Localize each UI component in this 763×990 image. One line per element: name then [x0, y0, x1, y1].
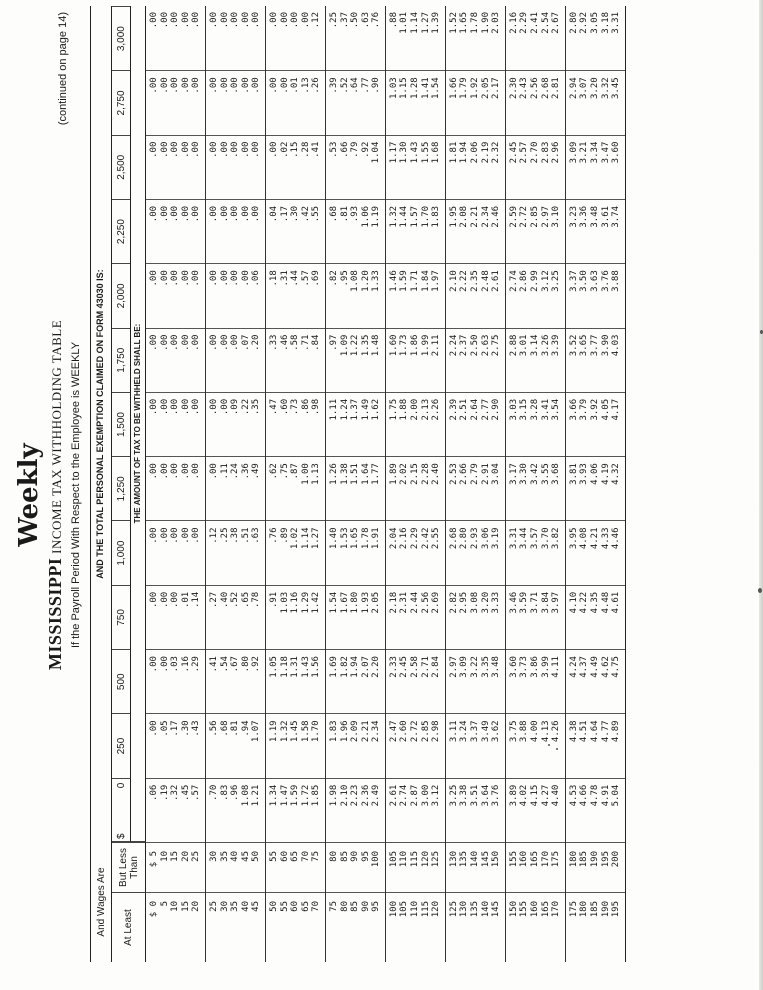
- wage-bracket-group: [326, 6, 386, 962]
- tax-amount-cell: .91 1.03 1.16 1.29 1.42: [266, 585, 325, 649]
- tax-amount-cell: .76 .89 1.02 1.14 1.27: [266, 520, 325, 584]
- tax-amount-cell: .04 .17 .30 .42 .55: [266, 199, 325, 263]
- exemption-col-8: 2,000: [112, 263, 130, 327]
- tax-amount-cell: .00 .00 .00 .00 .00: [146, 199, 205, 263]
- tax-amount-cell: 1.40 1.53 1.65 1.78 1.91: [326, 520, 385, 584]
- exemption-col-1: 250: [112, 713, 130, 777]
- tax-amount-cell: 1.03 1.15 1.28 1.41 1.54: [386, 70, 445, 134]
- tax-amount-cell: .00 .00 .00 .00 .00: [146, 392, 205, 456]
- at-least-cell: 150 155 160 165 170: [506, 892, 565, 962]
- tax-amount-cell: .97 1.09 1.22 1.35 1.48: [326, 328, 385, 392]
- at-least-cell: 75 80 85 90 95: [326, 892, 385, 962]
- wage-bracket-group: [266, 6, 326, 962]
- tax-amount-cell: 2.82 2.95 3.08 3.20 3.33: [446, 585, 505, 649]
- wages-header: And Wages Are: [91, 842, 112, 962]
- tax-amount-cell: 1.05 1.18 1.31 1.43 1.56: [266, 649, 325, 713]
- tax-amount-cell: .39 .52 .64 .77 .90: [326, 70, 385, 134]
- page-title: Weekly: [14, 443, 44, 547]
- at-least-cell: 100 105 110 115 120: [386, 892, 445, 962]
- amount-header: THE AMOUNT OF TAX TO BE WITHHELD SHALL BE:: [130, 6, 146, 842]
- tax-amount-cell: 1.52 1.65 1.78 1.90 2.03: [448, 12, 502, 34]
- tax-amount-cell: 3.66 3.79 3.92 4.05 4.17: [566, 392, 625, 456]
- at-least-cell: 125 130 135 140 145: [446, 892, 505, 962]
- tax-amount-cell: 1.69 1.82 1.94 2.07 2.20: [326, 649, 385, 713]
- tax-amount-cell: .00 .00 .00 .01 .14: [146, 585, 205, 649]
- tax-amount-cell: .88 1.01 1.14 1.27 1.39: [388, 12, 442, 34]
- tax-amount-cell: 1.66 1.79 1.92 2.05 2.17: [446, 70, 505, 134]
- wage-bracket-group: [206, 6, 266, 962]
- tax-amount-cell: 2.04 2.16 2.29 2.42 2.55: [386, 520, 445, 584]
- tax-amount-cell: 2.53 2.66 2.79 2.91 3.04: [446, 456, 505, 520]
- tax-amount-cell: .00 .00 .00 .00 .00: [146, 328, 205, 392]
- tax-amount-cell: 1.98 2.10 2.23 2.36 2.49: [326, 778, 385, 842]
- exemption-col-10: 2,500: [112, 135, 130, 199]
- tax-amount-cell: 3.60 3.73 3.86 3.99 4.11: [506, 649, 565, 713]
- tax-amount-cell: .00 .11 .24 .36 .49: [206, 456, 265, 520]
- tax-amount-cell: 2.68 2.80 2.93 3.06 3.19: [446, 520, 505, 584]
- tax-amount-cell: 1.83 1.96 2.09 2.21 2.34: [326, 713, 385, 777]
- at-least-cell: 25 30 35 40 45: [206, 892, 265, 962]
- tax-amount-cell: 1.32 1.44 1.57 1.70 1.83: [386, 199, 445, 263]
- tax-amount-cell: 1.17 1.30 1.43 1.55 1.68: [386, 135, 445, 199]
- wage-bracket-group: [446, 6, 506, 962]
- tax-amount-cell: 4.53 4.66 4.78 4.91 5.04: [566, 778, 625, 842]
- at-least-cell: $ 0 5 10 15 20: [146, 892, 205, 962]
- tax-amount-cell: .00 .00 .00 .00 .00: [149, 12, 202, 29]
- state-name: MISSISSIPPI: [45, 557, 65, 671]
- tax-amount-cell: .00 .02 .15 .28 .41: [266, 135, 325, 199]
- table-subtitle: [45, 0, 66, 990]
- tax-amount-cell: 2.33 2.45 2.58 2.71 2.84: [386, 649, 445, 713]
- tax-amount-cell: .56 .68 .81 .94 1.07: [206, 713, 265, 777]
- but-less-cell: 80 85 90 95 100: [326, 842, 385, 892]
- tax-amount-cell: 3.31 3.44 3.57 3.70 3.82: [506, 520, 565, 584]
- tax-amount-cell: .00 .00 .00 .00 .00: [206, 199, 265, 263]
- tax-amount-cell: 2.30 2.43 2.56 2.68 2.81: [506, 70, 565, 134]
- exemption-col-2: 500: [112, 649, 130, 713]
- scan-speck: [758, 588, 762, 593]
- tax-amount-cell: .00 .05 .17 .30 .43: [146, 713, 205, 777]
- tax-amount-cell: 1.34 1.47 1.59 1.72 1.85: [266, 778, 325, 842]
- tax-amount-cell: 3.03 3.15 3.28 3.41 3.54: [506, 392, 565, 456]
- tax-amount-cell: 1.46 1.59 1.71 1.84 1.97: [386, 263, 445, 327]
- tax-amount-cell: .53 .66 .79 .92 1.04: [326, 135, 385, 199]
- tax-amount-cell: 4.38 4.51 4.64 4.77 4.89: [566, 713, 625, 777]
- exemption-label: 0: [115, 782, 127, 789]
- tax-amount-cell: 4.10 4.22 4.35 4.48 4.61: [566, 585, 625, 649]
- exemption-col-0: [112, 778, 130, 842]
- but-less-cell: 130 135 140 145 150: [446, 842, 505, 892]
- exemption-col-11: 2,750: [112, 70, 130, 134]
- but-less-cell: 155 160 165 170 175: [506, 842, 565, 892]
- exemption-col-5: 1,250: [112, 456, 130, 520]
- tax-amount-cell: .00 .00 .00 .00 .06: [206, 263, 265, 327]
- tax-amount-cell: 1.89 2.02 2.15 2.28 2.40: [386, 456, 445, 520]
- tax-amount-cell: 1.11 1.24 1.37 1.49 1.62: [326, 392, 385, 456]
- tax-amount-cell: .33 .46 .58 .71 .84: [266, 328, 325, 392]
- wage-bracket-group: [506, 6, 566, 962]
- tax-amount-cell: 1.81 1.94 2.06 2.19 2.32: [446, 135, 505, 199]
- tax-amount-cell: 1.19 1.32 1.45 1.58 1.70: [266, 713, 325, 777]
- tax-amount-cell: 3.37 3.50 3.63 3.76 3.88: [566, 263, 625, 327]
- tax-amount-cell: 2.74 2.86 2.99 3.12 3.25: [506, 263, 565, 327]
- tax-amount-cell: 4.24 4.37 4.49 4.62 4.75: [566, 649, 625, 713]
- tax-amount-cell: 3.52 3.65 3.77 3.90 4.03: [566, 328, 625, 392]
- wage-bracket-group: [146, 6, 206, 962]
- tax-amount-cell: 3.89 4.02 4.15 4.27 4.40: [506, 778, 565, 842]
- tax-amount-cell: .00 .00 .00 .00 .00: [206, 70, 265, 134]
- tax-amount-cell: 3.09 3.21 3.34 3.47 3.60: [566, 135, 625, 199]
- scan-speck: [556, 748, 558, 750]
- tax-amount-cell: .12 .25 .38 .51 .63: [206, 520, 265, 584]
- tax-amount-cell: 2.97 3.09 3.22 3.35 3.48: [446, 649, 505, 713]
- tax-amount-cell: .18 .31 .44 .57 .69: [266, 263, 325, 327]
- exemption-col-9: 2,250: [112, 199, 130, 263]
- exemption-col-4: 1,000: [112, 520, 130, 584]
- exemption-col-12: 3,000: [112, 6, 130, 70]
- tax-amount-cell: .00 .00 .00 .00 .00: [146, 135, 205, 199]
- tax-amount-cell: .00 .00 .09 .22 .35: [206, 392, 265, 456]
- payroll-period-note: If the Payroll Period With Respect to the Employee is WEEKLY: [70, 341, 82, 649]
- tax-amount-cell: .00 .00 .00 .00 .00: [146, 263, 205, 327]
- but-less-cell: 105 110 115 120 125: [386, 842, 445, 892]
- but-less-cell: 180 185 190 195 200: [566, 842, 625, 892]
- tax-amount-cell: 1.54 1.67 1.80 1.93 2.05: [326, 585, 385, 649]
- tax-amount-cell: 1.26 1.38 1.51 1.64 1.77: [326, 456, 385, 520]
- scan-edge: [759, 0, 763, 990]
- tax-amount-cell: .00 .00 .01 .13 .26: [266, 70, 325, 134]
- tax-amount-cell: 3.81 3.93 4.06 4.19 4.32: [566, 456, 625, 520]
- tax-amount-cell: .62 .75 .87 1.00 1.13: [266, 456, 325, 520]
- tax-amount-cell: .47 .60 .73 .86 .98: [266, 392, 325, 456]
- tax-amount-cell: .27 .40 .52 .65 .78: [206, 585, 265, 649]
- tax-amount-cell: 2.16 2.29 2.41 2.54 2.67: [508, 12, 562, 34]
- at-least-cell: 50 55 60 65 70: [266, 892, 325, 962]
- tax-amount-cell: .00 .00 .00 .00 .00: [146, 520, 205, 584]
- tax-amount-cell: 2.39 2.51 2.64 2.77 2.90: [446, 392, 505, 456]
- wage-bracket-group: [566, 6, 625, 962]
- tax-amount-cell: 2.47 2.60 2.72 2.85 2.98: [386, 713, 445, 777]
- but-less-header: But Less Than: [112, 842, 146, 892]
- exemption-col-6: 1,500: [112, 392, 130, 456]
- but-less-cell: 55 60 65 70 75: [266, 842, 325, 892]
- tax-amount-cell: .00 .00 .00 .07 .20: [206, 328, 265, 392]
- tax-amount-cell: .00 .00 .03 .16 .29: [146, 649, 205, 713]
- tax-amount-cell: 2.24 2.37 2.50 2.63 2.75: [446, 328, 505, 392]
- exemption-header-text: AND THE TOTAL PERSONAL EXEMPTION CLAIMED ON FORM 43030 IS:: [95, 269, 106, 579]
- continued-note: (continued on page 14): [57, 12, 69, 126]
- tax-amount-cell: 3.11 3.24 3.37 3.49 3.62: [446, 713, 505, 777]
- tax-amount-cell: .00 .00 .00 .00 .00: [146, 70, 205, 134]
- wage-bracket-group: [386, 6, 446, 962]
- tax-amount-cell: 2.59 2.72 2.85 2.97 3.10: [506, 199, 565, 263]
- tax-amount-cell: 3.95 4.08 4.21 4.33 4.46: [566, 520, 625, 584]
- tax-amount-cell: .82 .95 1.08 1.20 1.33: [326, 263, 385, 327]
- at-least-header: At Least: [112, 892, 146, 962]
- tax-amount-cell: .68 .81 .93 1.06 1.19: [326, 199, 385, 263]
- tax-amount-cell: 2.80 2.92 3.05 3.18 3.31: [568, 12, 622, 34]
- tax-amount-cell: 2.10 2.22 2.35 2.48 2.61: [446, 263, 505, 327]
- exemption-col-3: 750: [112, 585, 130, 649]
- at-least-cell: 175 180 185 190 195: [566, 892, 625, 962]
- tax-amount-cell: 3.25 3.38 3.51 3.64 3.76: [446, 778, 505, 842]
- subtitle-rest: INCOME TAX WITHHOLDING TABLE: [49, 319, 64, 558]
- tax-amount-cell: 2.88 3.01 3.14 3.26 3.39: [506, 328, 565, 392]
- tax-amount-cell: .00 .00 .00 .00 .00: [206, 135, 265, 199]
- but-less-cell: 30 35 40 45 50: [206, 842, 265, 892]
- tax-amount-cell: 2.18 2.31 2.44 2.56 2.69: [386, 585, 445, 649]
- tax-amount-cell: .00 .00 .00 .00 .00: [146, 456, 205, 520]
- tax-amount-cell: 1.95 2.08 2.21 2.34 2.46: [446, 199, 505, 263]
- tax-amount-cell: 2.61 2.74 2.87 3.00 3.12: [386, 778, 445, 842]
- tax-amount-cell: .41 .54 .67 .80 .92: [206, 649, 265, 713]
- tax-amount-cell: 1.60 1.73 1.86 1.99 2.11: [386, 328, 445, 392]
- tax-amount-cell: .06 .19 .32 .45 .57: [146, 778, 205, 842]
- exemption-col-7: 1,750: [112, 328, 130, 392]
- tax-amount-cell: 3.23 3.36 3.48 3.61 3.74: [566, 199, 625, 263]
- tax-amount-cell: .00 .00 .00 .00 .12: [268, 12, 322, 29]
- tax-amount-cell: 2.45 2.57 2.70 2.83 2.96: [506, 135, 565, 199]
- tax-amount-cell: 3.75 3.88 4.00 4.13 4.26: [506, 713, 565, 777]
- tax-amount-cell: .25 .37 .50 .63 .76: [328, 12, 382, 29]
- tax-amount-cell: .00 .00 .00 .00 .00: [208, 12, 262, 29]
- tax-amount-cell: .70 .83 .96 1.08 1.21: [206, 778, 265, 842]
- tax-amount-cell: 1.75 1.88 2.00 2.13 2.26: [386, 392, 445, 456]
- tax-amount-cell: 3.46 3.59 3.71 3.84 3.97: [506, 585, 565, 649]
- tax-amount-cell: 2.94 3.07 3.20 3.32 3.45: [566, 70, 625, 134]
- scan-speck: [548, 744, 550, 746]
- but-less-cell: $ 5 10 15 20 25: [146, 842, 205, 892]
- currency-symbol: $: [115, 833, 127, 839]
- tax-amount-cell: 3.17 3.30 3.42 3.55 3.68: [506, 456, 565, 520]
